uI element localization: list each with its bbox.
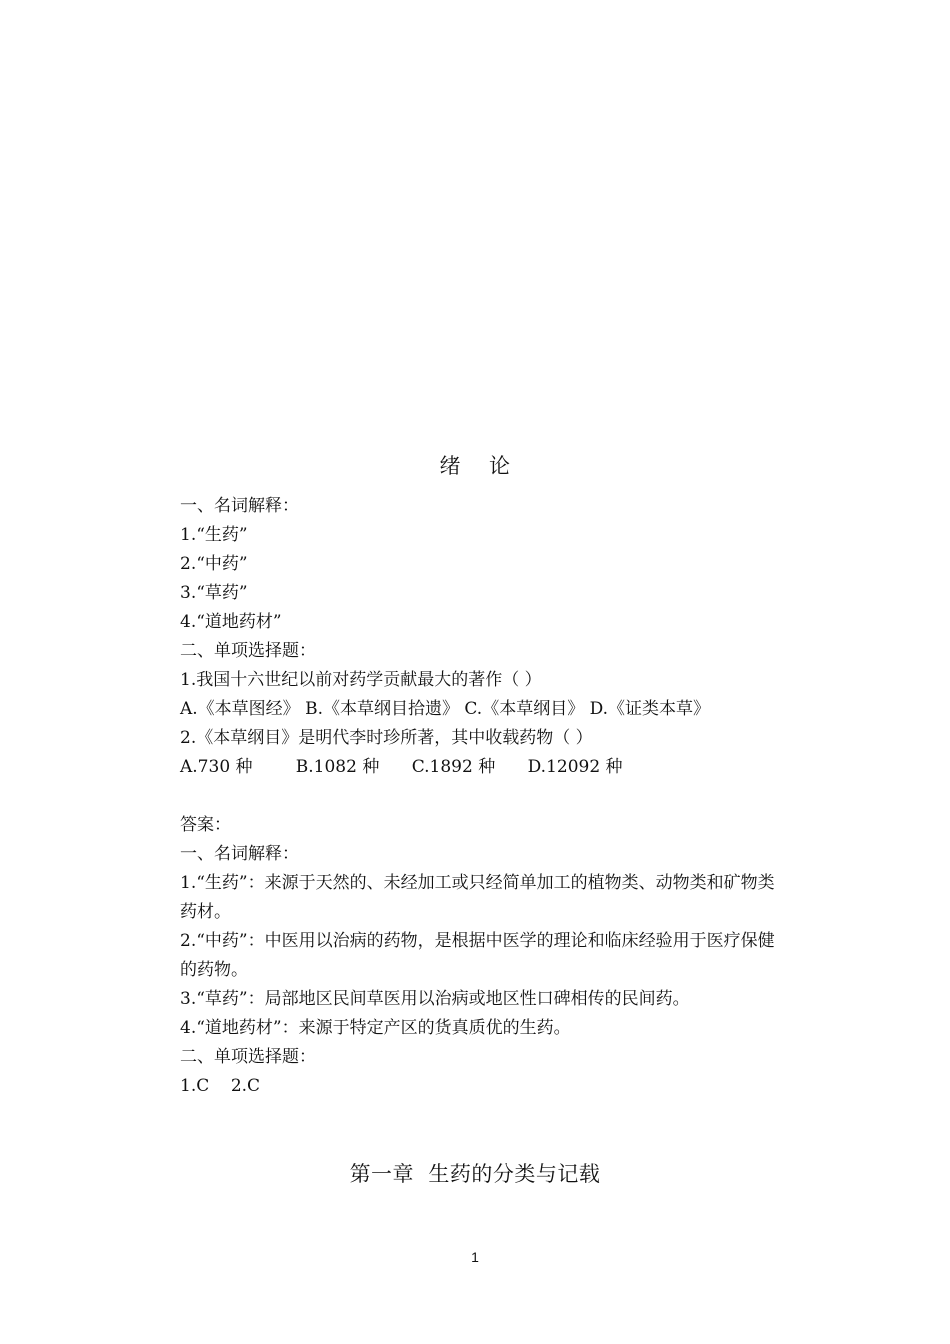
document-body [180, 492, 780, 1101]
section-title: 绪 论 [439, 454, 511, 478]
answers-choices: 1.C 2.C [180, 1076, 261, 1096]
answer-2: 2.“中药”：中医用以治病的药物，是根据中医学的理论和临床经验用于医疗保健的药物。 [180, 931, 775, 980]
answers-part2-heading: 二、单项选择题： [180, 1047, 316, 1067]
questions-part1-heading: 一、名词解释： [180, 496, 299, 516]
blank-line [180, 782, 780, 811]
questions-part2-heading: 二、单项选择题： [180, 641, 316, 661]
chapter-title: 第一章 生药的分类与记载 [349, 1162, 601, 1186]
term-item: 4.“道地药材” [180, 612, 282, 632]
question-1: 1.我国十六世纪以前对药学贡献最大的著作（ ） [180, 670, 542, 690]
question-2: 2.《本草纲目》是明代李时珍所著，其中收载药物（ ） [180, 728, 593, 748]
page-number: 1 [471, 1249, 479, 1265]
question-2-options: A.730 种 B.1082 种 C.1892 种 D.12092 种 [180, 757, 623, 777]
answers-part1-heading: 一、名词解释： [180, 844, 299, 864]
answer-4: 4.“道地药材”：来源于特定产区的货真质优的生药。 [180, 1018, 571, 1038]
answers-heading: 答案： [180, 815, 231, 835]
answer-3: 3.“草药”：局部地区民间草医用以治病或地区性口碑相传的民间药。 [180, 989, 690, 1009]
term-item: 2.“中药” [180, 554, 248, 574]
answer-1: 1.“生药”：来源于天然的、未经加工或只经简单加工的植物类、动物类和矿物类药材。 [180, 873, 775, 922]
term-item: 3.“草药” [180, 583, 248, 603]
question-1-options: A.《本草图经》 B.《本草纲目拾遗》 C.《本草纲目》 D.《证类本草》 [180, 699, 711, 719]
term-item: 1.“生药” [180, 525, 248, 545]
